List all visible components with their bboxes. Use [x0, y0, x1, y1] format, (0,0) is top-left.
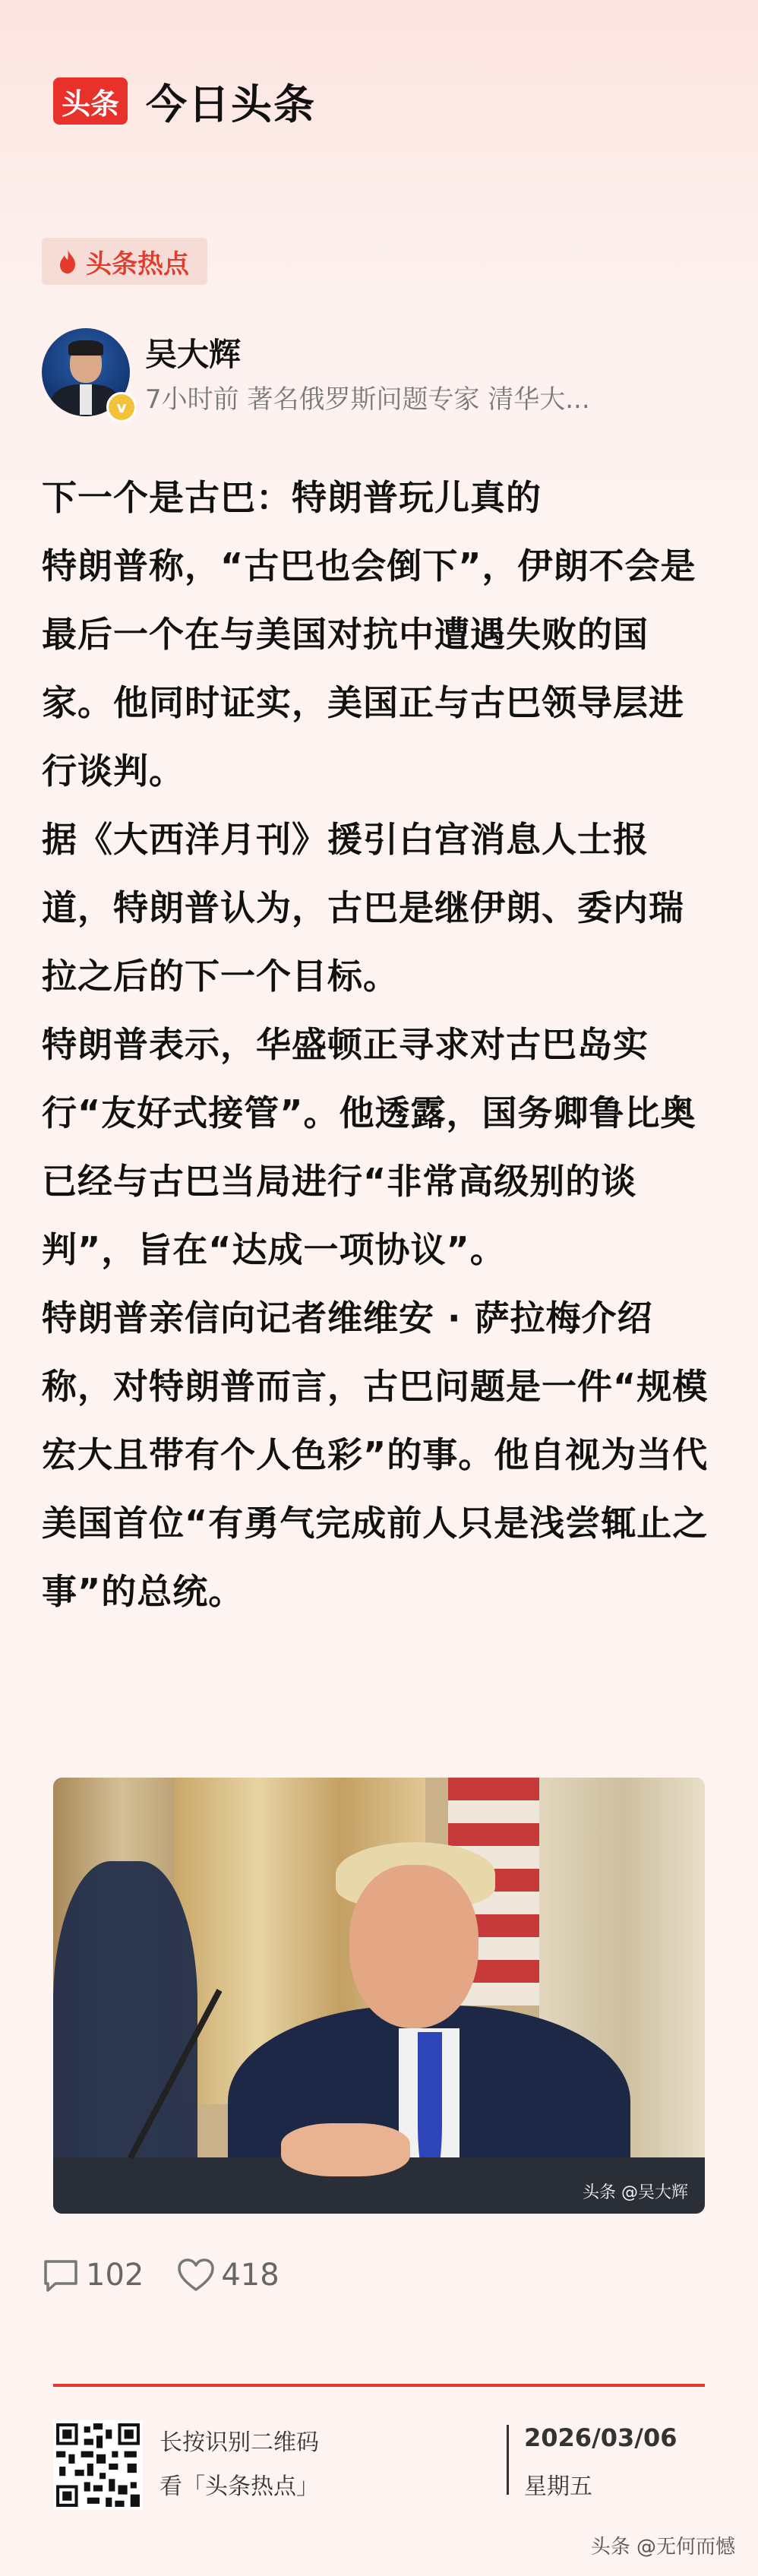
qr-caption: 长按识别二维码: [159, 2429, 319, 2456]
footer-date: 2026/03/06: [524, 2423, 677, 2452]
article-body: [42, 463, 710, 1626]
article-photo[interactable]: [53, 1778, 705, 2214]
heart-icon: [177, 2258, 215, 2293]
qr-code-icon[interactable]: [53, 2420, 143, 2510]
comment-button[interactable]: [42, 2258, 144, 2293]
toutiao-logo: 头条: [53, 77, 128, 125]
app-header: [53, 76, 316, 126]
photo-watermark: 头条 @吴大辉: [583, 2183, 688, 2202]
footer-divider: [53, 2384, 705, 2387]
hot-topic-label: 头条热点: [86, 248, 189, 280]
author-name[interactable]: 吴大辉: [145, 336, 242, 373]
comment-icon: [42, 2258, 80, 2293]
footer-weekday: 星期五: [524, 2473, 592, 2500]
qr-subcaption: 看「头条热点」: [159, 2473, 319, 2500]
article-paragraph: 特朗普表示，华盛顿正寻求对古巴岛实行“友好式接管”。他透露，国务卿鲁比奥已经与古巴当局进行“非常高级别的谈判”，旨在“达成一项协议”。: [42, 1024, 696, 1270]
article-headline: 下一个是古巴：特朗普玩儿真的: [42, 477, 542, 518]
footer-separator: [507, 2425, 509, 2495]
author-block: [42, 328, 710, 419]
action-bar: [42, 2252, 313, 2298]
like-button[interactable]: [177, 2258, 279, 2293]
like-count: 418: [221, 2258, 280, 2293]
article-paragraph: 据《大西洋月刊》援引白宫消息人士报道，特朗普认为，古巴是继伊朗、委内瑞拉之后的下一个目标。: [42, 819, 684, 997]
verified-badge-icon: v: [106, 392, 137, 422]
article-paragraph: 特朗普亲信向记者维维安 · 萨拉梅介绍称，对特朗普而言，古巴问题是一件“规模宏大且带有个人色彩”的事。他自视为当代美国首位“有勇气完成前人只是浅尝辄止之事”的总统。: [42, 1297, 709, 1612]
share-footer: [53, 2420, 705, 2519]
hot-topic-badge[interactable]: [42, 238, 207, 285]
flame-icon: [57, 248, 78, 274]
author-meta: 7小时前 著名俄罗斯问题专家 清华大...: [145, 384, 590, 415]
comment-count: 102: [86, 2258, 144, 2293]
app-title: 今日头条: [146, 80, 316, 128]
corner-watermark: 头条 @无何而憾: [590, 2536, 735, 2559]
article-paragraph: 特朗普称，“古巴也会倒下”，伊朗不会是最后一个在与美国对抗中遭遇失败的国家。他同时证实，美国正与古巴领导层进行谈判。: [42, 545, 696, 792]
